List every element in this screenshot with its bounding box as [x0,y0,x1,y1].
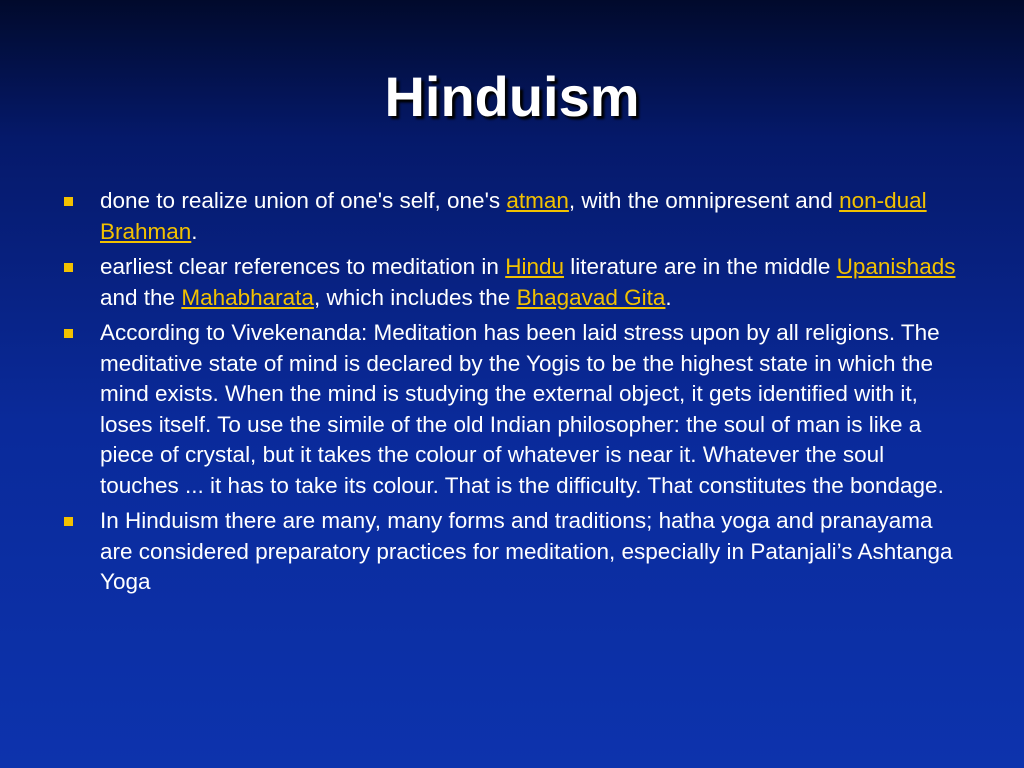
text-segment: earliest clear references to meditation in [100,254,506,279]
text-segment: . [665,284,672,310]
slide-title: Hinduism [384,65,640,128]
text-segment: and the [100,284,182,310]
bullet-text [100,254,955,310]
link-non-dual[interactable]: non-dual [839,188,927,213]
bullet-text: According to Vivekenanda: Meditation has been laid stress upon by all religions. The meditative state of mind is declared by the Yogis to be the highest state in which the mind exists. When the mind is studying the external object, it gets identified with it, loses itself. To use the simile of the old Indian philosopher: the soul of man is like a piece of crystal, but it takes the colour of whatever is near it. Whatever the soul touches ... it has to take its colour. That is the difficulty. That constitutes the bondage. [100,320,944,498]
link-hindu[interactable]: Hindu [505,254,564,279]
text-segment: literature are in the middle [564,254,837,279]
square-bullet-icon [64,197,73,206]
bullet-item [62,318,962,501]
text-segment: . [191,218,198,244]
link-brahman[interactable]: Brahman [100,218,192,244]
link-atman[interactable]: atman [506,188,569,213]
text-segment: , which includes the [313,284,517,310]
bullet-item [62,252,962,313]
bullet-list [62,186,962,603]
bullet-text: In Hinduism there are many, many forms and traditions; hatha yoga and pranayama are considered preparatory practices for meditation, especially in Patanjali’s Ashtanga Yoga [100,508,953,594]
link-bhagavad-gita[interactable]: Bhagavad Gita [516,284,666,310]
link-mahabharata[interactable]: Mahabharata [181,284,314,310]
square-bullet-icon [64,329,73,338]
link-upanishads[interactable]: Upanishads [836,254,956,279]
text-segment: , with the omnipresent and [568,188,840,213]
square-bullet-icon [64,263,73,272]
bullet-text [100,188,927,244]
text-segment: done to realize union of one's self, one's [100,188,507,213]
bullet-item [62,186,962,247]
square-bullet-icon [64,517,73,526]
bullet-item [62,506,962,598]
